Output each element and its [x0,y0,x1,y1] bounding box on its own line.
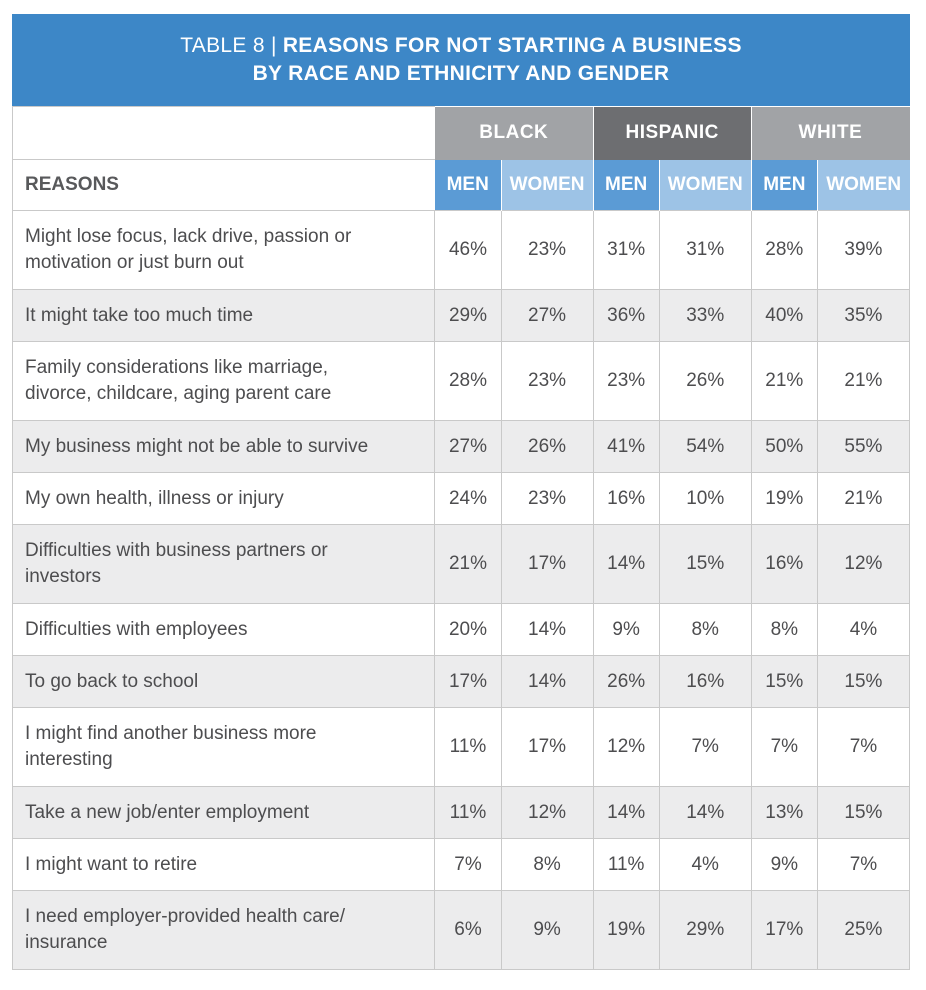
value-hispanic-women: 54% [659,421,751,473]
value-hispanic-women: 7% [659,708,751,787]
value-white-men: 50% [751,421,817,473]
value-black-women: 12% [501,787,593,839]
value-white-men: 21% [751,342,817,421]
value-hispanic-men: 23% [593,342,659,421]
value-hispanic-men: 11% [593,839,659,891]
reason-cell: To go back to school [13,656,435,708]
hispanic-men-header: MEN [593,160,659,211]
reason-line: divorce, childcare, aging parent care [25,383,332,404]
value-white-women: 12% [817,525,909,604]
title-separator: | [264,34,283,57]
value-black-women: 26% [501,421,593,473]
table-row [13,290,910,342]
value-hispanic-women: 14% [659,787,751,839]
value-hispanic-men: 31% [593,211,659,290]
value-black-women: 17% [501,708,593,787]
value-white-men: 28% [751,211,817,290]
reason-cell: I might want to retire [13,839,435,891]
value-hispanic-men: 41% [593,421,659,473]
value-hispanic-men: 9% [593,604,659,656]
value-white-women: 7% [817,708,909,787]
title-line-1 [180,32,742,60]
value-white-women: 39% [817,211,909,290]
reason-line: Might lose focus, lack drive, passion or [25,226,352,247]
reason-line: I might find another business more [25,723,317,744]
value-hispanic-men: 14% [593,525,659,604]
value-black-women: 9% [501,891,593,970]
value-white-men: 16% [751,525,817,604]
value-white-women: 21% [817,342,909,421]
value-white-men: 15% [751,656,817,708]
value-hispanic-women: 29% [659,891,751,970]
value-black-women: 14% [501,656,593,708]
value-black-men: 29% [435,290,501,342]
value-black-men: 24% [435,473,501,525]
reason-cell [13,211,435,290]
value-black-men: 7% [435,839,501,891]
value-white-women: 15% [817,787,909,839]
header-blank-cell [13,107,435,160]
reason-cell [13,708,435,787]
value-hispanic-women: 15% [659,525,751,604]
value-white-men: 9% [751,839,817,891]
reasons-header: REASONS [13,160,435,211]
reason-line: Difficulties with business partners or [25,540,328,561]
value-black-women: 8% [501,839,593,891]
value-hispanic-women: 33% [659,290,751,342]
reason-line: insurance [25,932,108,953]
table-row [13,473,910,525]
value-black-women: 14% [501,604,593,656]
value-black-men: 27% [435,421,501,473]
reason-cell: My business might not be able to survive [13,421,435,473]
value-white-men: 40% [751,290,817,342]
reason-line: I need employer-provided health care/ [25,906,346,927]
reason-cell [13,525,435,604]
reason-cell: Difficulties with employees [13,604,435,656]
value-hispanic-women: 26% [659,342,751,421]
group-header-hispanic: HISPANIC [593,107,751,160]
reason-cell [13,891,435,970]
value-hispanic-women: 8% [659,604,751,656]
reason-line: investors [25,566,102,587]
reason-line: motivation or just burn out [25,252,244,273]
value-white-women: 7% [817,839,909,891]
value-white-men: 7% [751,708,817,787]
table-figure [12,14,910,970]
hispanic-women-header: WOMEN [659,160,751,211]
value-black-women: 23% [501,211,593,290]
value-white-women: 4% [817,604,909,656]
table-title [12,14,910,106]
table-row [13,708,910,787]
value-white-women: 25% [817,891,909,970]
subheader-row [13,160,910,211]
data-table [12,106,910,970]
table-row [13,421,910,473]
value-black-men: 46% [435,211,501,290]
reason-line: Family considerations like marriage, [25,357,329,378]
table-row [13,839,910,891]
value-black-men: 17% [435,656,501,708]
value-black-women: 17% [501,525,593,604]
value-black-women: 23% [501,473,593,525]
value-black-men: 20% [435,604,501,656]
value-white-men: 17% [751,891,817,970]
black-women-header: WOMEN [501,160,593,211]
table-label: TABLE 8 [180,34,265,57]
table-row [13,211,910,290]
reason-cell: My own health, illness or injury [13,473,435,525]
value-hispanic-men: 16% [593,473,659,525]
value-white-men: 19% [751,473,817,525]
white-men-header: MEN [751,160,817,211]
value-black-men: 6% [435,891,501,970]
table-row [13,891,910,970]
black-men-header: MEN [435,160,501,211]
reason-cell: It might take too much time [13,290,435,342]
title-text-1: REASONS FOR NOT STARTING A BUSINESS [282,34,742,57]
group-header-row [13,107,910,160]
value-hispanic-men: 36% [593,290,659,342]
white-women-header: WOMEN [817,160,909,211]
title-line-2: BY RACE AND ETHNICITY AND GENDER [252,62,670,85]
group-header-black: BLACK [435,107,593,160]
value-white-women: 21% [817,473,909,525]
value-hispanic-men: 19% [593,891,659,970]
table-row [13,604,910,656]
value-black-women: 23% [501,342,593,421]
group-header-white: WHITE [751,107,909,160]
value-white-men: 8% [751,604,817,656]
reason-cell: Take a new job/enter employment [13,787,435,839]
value-hispanic-women: 10% [659,473,751,525]
value-white-men: 13% [751,787,817,839]
value-black-women: 27% [501,290,593,342]
value-black-men: 21% [435,525,501,604]
value-black-men: 28% [435,342,501,421]
value-white-women: 35% [817,290,909,342]
table-row [13,787,910,839]
value-white-women: 15% [817,656,909,708]
table-row [13,656,910,708]
value-hispanic-men: 26% [593,656,659,708]
value-hispanic-women: 4% [659,839,751,891]
table-row [13,525,910,604]
value-hispanic-women: 31% [659,211,751,290]
reason-cell [13,342,435,421]
value-hispanic-men: 14% [593,787,659,839]
value-white-women: 55% [817,421,909,473]
table-row [13,342,910,421]
value-hispanic-women: 16% [659,656,751,708]
value-hispanic-men: 12% [593,708,659,787]
value-black-men: 11% [435,708,501,787]
value-black-men: 11% [435,787,501,839]
reason-line: interesting [25,749,113,770]
